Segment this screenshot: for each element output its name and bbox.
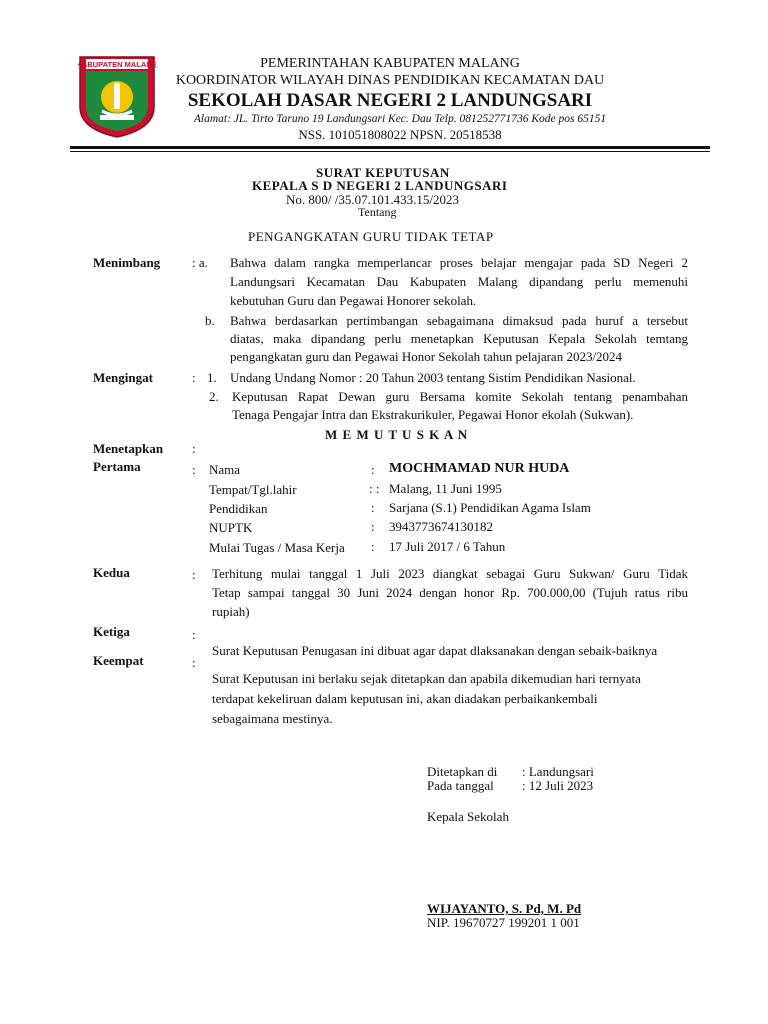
date-value: : 12 Juli 2023 xyxy=(522,778,594,793)
detail-key-nuptk: NUPTK xyxy=(209,520,253,535)
pertama-label: Pertama xyxy=(93,459,141,474)
detail-key-education: Pendidikan xyxy=(209,501,268,516)
kedua-line: rupiah) xyxy=(212,604,250,619)
letterhead-rule xyxy=(70,146,710,149)
keempat-label: Keempat xyxy=(93,653,144,668)
kedua-colon: : xyxy=(192,567,196,582)
detail-key-birth: Tempat/Tgl.lahir xyxy=(209,482,297,497)
kedua-line: Terhitung mulai tanggal 1 Juli 2023 diangkat sebagai Guru Sukwan/ Guru Tidak xyxy=(212,566,688,581)
mengingat-colon: : xyxy=(192,370,196,385)
menimbang-colon: : a. xyxy=(192,255,208,270)
menimbang-b-marker: b. xyxy=(205,313,215,328)
mengingat-item2-line: Keputusan Rapat Dewan guru Bersama komite Sekolah tentang penambahan xyxy=(232,389,688,404)
decree-title: SURAT KEPUTUSAN xyxy=(316,165,450,180)
menimbang-a-line: Bahwa dalam rangka memperlancar proses belajar mengajar pada SD Negeri 2 xyxy=(230,255,688,270)
signatory-name: WIJAYANTO, S. Pd, M. Pd xyxy=(427,901,582,916)
mengingat-item2-line: Tenaga Pengajar Intra dan Ekstrakurikuler, Pegawai Honor ekolah (Sukwan). xyxy=(232,407,634,422)
mengingat-label: Mengingat xyxy=(93,370,153,385)
letterhead-government: PEMERINTAHAN KABUPATEN MALANG xyxy=(260,56,520,71)
letterhead-coordinator: KOORDINATOR WILAYAH DINAS PENDIDIKAN KECAMATAN DAU xyxy=(175,73,605,88)
place-label: Ditetapkan di xyxy=(427,764,498,779)
decree-number: No. 800/ /35.07.101.433.15/2023 xyxy=(286,192,459,207)
detail-value-service: 17 Juli 2017 / 6 Tahun xyxy=(389,539,506,554)
memutuskan-heading: M E M U T U S K A N xyxy=(325,427,469,442)
letterhead-address: Alamat: JL. Tirto Taruno 19 Landungsari Kec. Dau Telp. 081252771736 Kode pos 65151 xyxy=(193,113,607,125)
pertama-colon: : xyxy=(192,462,196,477)
detail-sep: : xyxy=(371,519,375,534)
menimbang-label: Menimbang xyxy=(93,255,161,270)
keempat-line: Surat Keputusan ini berlaku sejak ditetapkan dan apabila dikemudian hari ternyata xyxy=(212,671,641,686)
menimbang-a-line: Landungsari Kecamatan Dau Kabupaten Malang dipandang perlu memenuhi xyxy=(230,274,688,289)
menetapkan-label: Menetapkan xyxy=(93,441,164,456)
kedua-line: Tetap sampai tanggal 30 Juni 2024 dengan honor Rp. 700.000,00 (Tujuh ratus ribu xyxy=(212,585,688,600)
detail-sep: : : xyxy=(369,481,380,496)
ketiga-colon: : xyxy=(192,627,196,642)
date-label: Pada tanggal xyxy=(427,778,494,793)
ketiga-label: Ketiga xyxy=(93,624,130,639)
decree-issuer: KEPALA S D NEGERI 2 LANDUNGSARI xyxy=(252,178,508,193)
detail-key-service: Mulai Tugas / Masa Kerja xyxy=(209,540,345,555)
detail-value-name: MOCHMAMAD NUR HUDA xyxy=(389,461,570,476)
detail-value-nuptk: 3943773674130182 xyxy=(389,519,493,534)
decree-subject: PENGANGKATAN GURU TIDAK TETAP xyxy=(248,229,494,244)
detail-value-birth: Malang, 11 Juni 1995 xyxy=(389,481,502,496)
mengingat-item1: Undang Undang Nomor : 20 Tahun 2003 tentang Sistim Pendidikan Nasional. xyxy=(230,370,636,385)
menetapkan-colon: : xyxy=(192,441,196,456)
letterhead-school: SEKOLAH DASAR NEGERI 2 LANDUNGSARI xyxy=(187,90,593,111)
menimbang-a-line: kebutuhan Guru dan Pegawai Honorer sekolah. xyxy=(230,293,477,308)
signatory-nip: NIP. 19670727 199201 1 001 xyxy=(427,915,580,930)
place-value: : Landungsari xyxy=(522,764,594,779)
menimbang-b-line: diatas, maka dipandang perlu menetapkan Keputusan Kepala Sekolah temtang xyxy=(230,331,688,346)
kedua-label: Kedua xyxy=(93,565,130,580)
keempat-line: terdapat kekeliruan dalam keputusan ini, akan diadakan perbaikankembali xyxy=(212,691,598,706)
detail-sep: : xyxy=(371,462,375,477)
keempat-text: Surat Keputusan Penugasan ini dibuat agar dapat dlaksanakan dengan sebaik-baiknya xyxy=(212,643,658,658)
letterhead-rule-thin xyxy=(70,151,710,152)
detail-sep: : xyxy=(371,539,375,554)
logo-text: KABUPATEN MALANG xyxy=(78,60,156,69)
mengingat-item1-marker: 1. xyxy=(207,370,217,385)
keempat-colon: : xyxy=(192,655,196,670)
menimbang-b-line: pengangkatan guru dan Pegawai Honor Sekolah tahun pelajaran 2023/2024 xyxy=(230,349,623,364)
signatory-role: Kepala Sekolah xyxy=(427,809,509,824)
keempat-line: sebagaimana mestinya. xyxy=(212,711,333,726)
detail-sep: : xyxy=(371,500,375,515)
mengingat-item2-marker: 2. xyxy=(209,389,219,404)
detail-key-name: Nama xyxy=(209,462,241,477)
detail-value-education: Sarjana (S.1) Pendidikan Agama Islam xyxy=(389,500,591,515)
menimbang-b-line: Bahwa berdasarkan pertimbangan sebagaimana dimaksud pada huruf a tersebut xyxy=(230,313,688,328)
letterhead-ids: NSS. 101051808022 NPSN. 20518538 xyxy=(298,127,502,142)
decree-about: Tentang xyxy=(358,205,397,219)
